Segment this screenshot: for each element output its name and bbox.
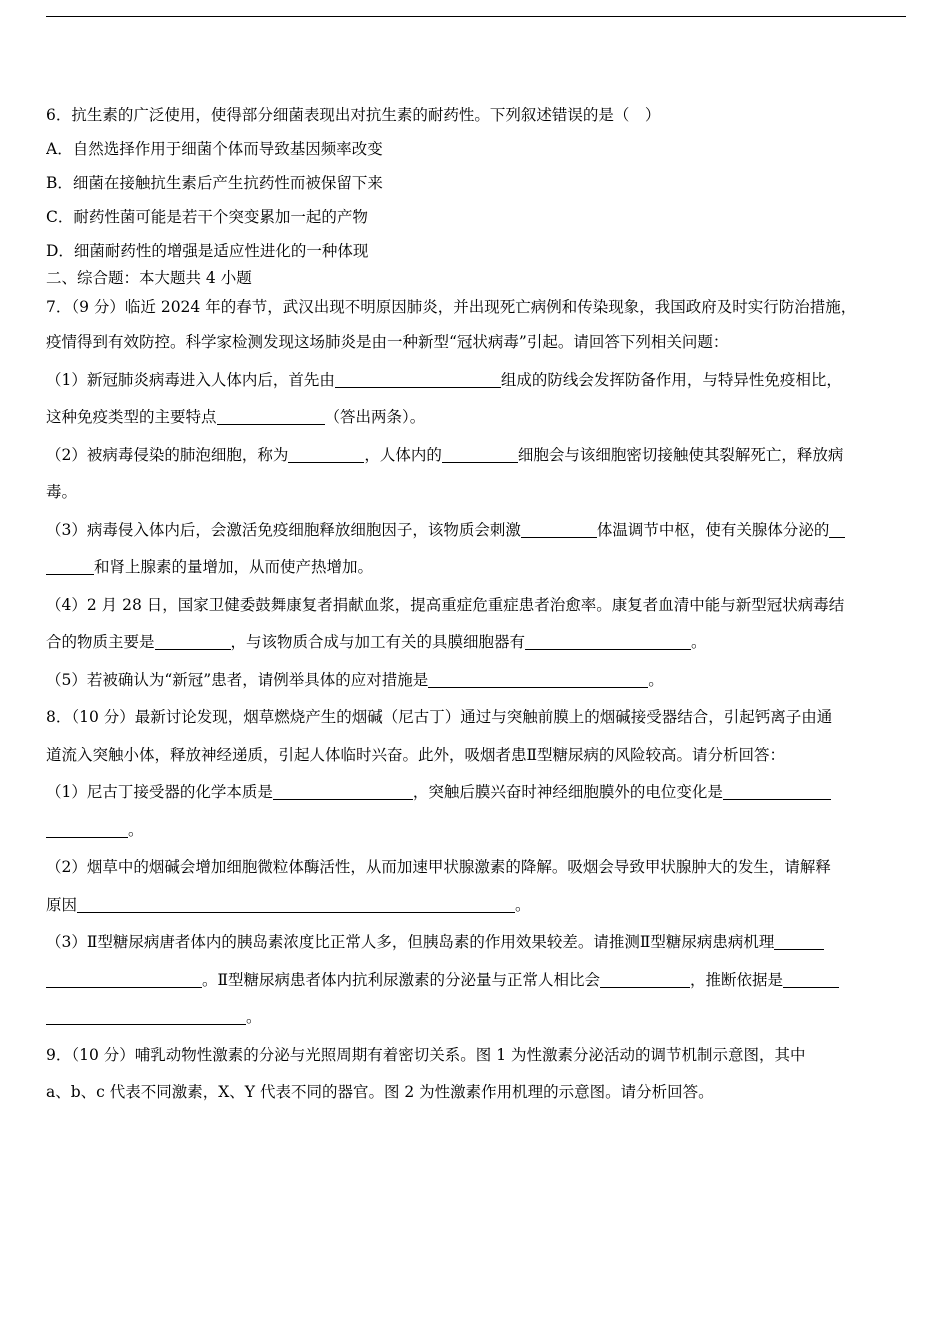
q7-part3-text-3: 和肾上腺素的量增加，从而使产热增加。	[94, 558, 374, 576]
q8-part1-line-2	[46, 812, 906, 850]
q7-part3-text: （3）病毒侵入体内后，会激活免疫细胞释放细胞因子，该物质会刺激	[46, 520, 521, 539]
q8-part3-line-3	[46, 999, 906, 1037]
q8-part1-blank-2a[interactable]	[723, 784, 831, 801]
q7-part2-line-1	[46, 437, 906, 475]
q8-part2-line-2	[46, 887, 906, 925]
q8-part3-text-3: ，推断依据是	[690, 970, 784, 989]
q7-part1-blank-1[interactable]	[335, 371, 501, 388]
q8-part2-text: 原因	[46, 895, 78, 914]
q7-part4-line-1: （4）2 月 28 日，国家卫健委鼓舞康复者捐献血浆，提高重症危重症患者治愈率。康复者血清中能与新型冠状病毒结	[46, 595, 845, 614]
q7-intro-line-1: 7．（9 分）临近 2024 年的春节，武汉出现不明原因肺炎，并出现死亡病例和传染现象，我国政府及时实行防治措施，	[46, 298, 857, 316]
q8-part1-text: （1）尼古丁接受器的化学本质是	[46, 783, 273, 801]
q7-part3-line-1	[46, 512, 906, 550]
q6-option-c: C．耐药性菌可能是若干个突变累加一起的产物	[46, 208, 368, 226]
q6-option-b: B．细菌在接触抗生素后产生抗药性而被保留下来	[46, 174, 383, 192]
q8-part3-line-1	[46, 924, 906, 962]
q8-part1-blank-1[interactable]	[273, 784, 413, 801]
q8-part3-blank-1b[interactable]	[46, 971, 202, 988]
q8-part3-text-2: 。Ⅱ型糖尿病患者体内抗利尿激素的分泌量与正常人相比会	[202, 970, 601, 989]
q7-part2-blank-1[interactable]	[288, 446, 364, 463]
q8-part2-line-1: （2）烟草中的烟碱会增加细胞微粒体酶活性，从而加速甲状腺激素的降解。吸烟会导致甲状腺肿大的发生，请解释	[46, 858, 831, 876]
q7-part1-text-2: 组成的防线会发挥防备作用，与特异性免疫相比，	[500, 370, 842, 389]
q7-part4-text-3: 。	[691, 633, 707, 651]
header-rule	[46, 16, 906, 17]
q7-part5-line	[46, 662, 906, 700]
q7-part5-text-2: 。	[648, 670, 664, 689]
section-heading: 二、综合题：本大题共 4 小题	[46, 269, 252, 287]
q7-part3-text-2: 体温调节中枢，使有关腺体分泌的	[596, 520, 830, 539]
q9-intro-line-1: 9．（10 分）哺乳动物性激素的分泌与光照周期有着密切关系。图 1 为性激素分泌活动的调节机制示意图，其中	[46, 1045, 806, 1064]
q8-part3-blank-3a[interactable]	[783, 971, 839, 988]
q6-option-a: A．自然选择作用于细菌个体而导致基因频率改变	[46, 140, 383, 158]
q7-intro-line-2: 疫情得到有效防控。科学家检测发现这场肺炎是由一种新型“冠状病毒”引起。请回答下列相关问题：	[46, 333, 729, 351]
q6-option-d: D．细菌耐药性的增强是适应性进化的一种体现	[46, 242, 369, 260]
exam-page-body	[46, 98, 906, 1112]
q7-part1-text-3: 这种免疫类型的主要特点	[46, 408, 217, 426]
q7-part3-blank-1[interactable]	[521, 521, 597, 538]
q8-part1-text-3: 。	[128, 820, 144, 839]
q7-part5-text: （5）若被确认为“新冠”患者，请例举具体的应对措施是	[46, 670, 429, 689]
q8-intro-line-1: 8．（10 分）最新讨论发现，烟草燃烧产生的烟碱（尼古丁）通过与突触前膜上的烟碱接受器结合，引起钙离子由通	[46, 708, 833, 726]
q8-part1-line-1	[46, 774, 906, 812]
q6-stem: 6．抗生素的广泛使用，使得部分细菌表现出对抗生素的耐药性。下列叙述错误的是（ ）	[46, 106, 661, 124]
q7-part4-text-2: ，与该物质合成与加工有关的具膜细胞器有	[230, 633, 526, 651]
q8-part3-text-4: 。	[246, 1008, 262, 1026]
q8-part1-text-2: ，突触后膜兴奋时神经细胞膜外的电位变化是	[412, 783, 723, 801]
q8-part1-blank-2b[interactable]	[46, 821, 128, 838]
q7-part4-blank-1[interactable]	[155, 634, 231, 651]
q7-part3-blank-2a[interactable]	[829, 521, 845, 538]
q7-part2-text-2: ，人体内的	[364, 445, 442, 464]
q7-part2-blank-2[interactable]	[442, 446, 518, 463]
q7-part3-line-2	[46, 549, 906, 587]
q8-part3-line-2	[46, 962, 906, 1000]
q7-part2-text: （2）被病毒侵染的肺泡细胞，称为	[46, 445, 289, 464]
q7-part1-text: （1）新冠肺炎病毒进入人体内后，首先由	[46, 370, 335, 389]
q7-part1-blank-2[interactable]	[217, 409, 325, 426]
q8-part2-blank[interactable]	[77, 896, 515, 913]
q7-part4-text: 合的物质主要是	[46, 633, 155, 651]
q9-intro-line-2: a、b、c 代表不同激素，X、Y 代表不同的器官。图 2 为性激素作用机理的示意图。请分析回答。	[46, 1083, 714, 1101]
q7-part3-blank-2b[interactable]	[46, 559, 94, 576]
q8-part3-blank-1a[interactable]	[774, 934, 824, 951]
q7-part1-line-1	[46, 362, 906, 400]
q8-part3-blank-3b[interactable]	[46, 1009, 246, 1026]
q7-part1-text-4: （答出两条）。	[324, 408, 426, 426]
q7-part2-line-2: 毒。	[46, 483, 78, 501]
q7-part5-blank[interactable]	[428, 671, 648, 688]
q8-part2-text-2: 。	[515, 895, 531, 914]
q7-part4-blank-2[interactable]	[525, 634, 691, 651]
q7-part2-text-3: 细胞会与该细胞密切接触使其裂解死亡，释放病	[517, 445, 844, 464]
q8-part3-blank-2[interactable]	[600, 971, 690, 988]
q7-part4-line-2	[46, 624, 906, 662]
q8-part3-text: （3）Ⅱ型糖尿病唐者体内的胰岛素浓度比正常人多，但胰岛素的作用效果较差。请推测Ⅱ型糖尿病患病机理	[46, 933, 775, 951]
q7-part1-line-2	[46, 399, 906, 437]
q8-intro-line-2: 道流入突触小体，释放神经递质，引起人体临时兴奋。此外，吸烟者患Ⅱ型糖尿病的风险较高。请分析回答：	[46, 745, 786, 764]
